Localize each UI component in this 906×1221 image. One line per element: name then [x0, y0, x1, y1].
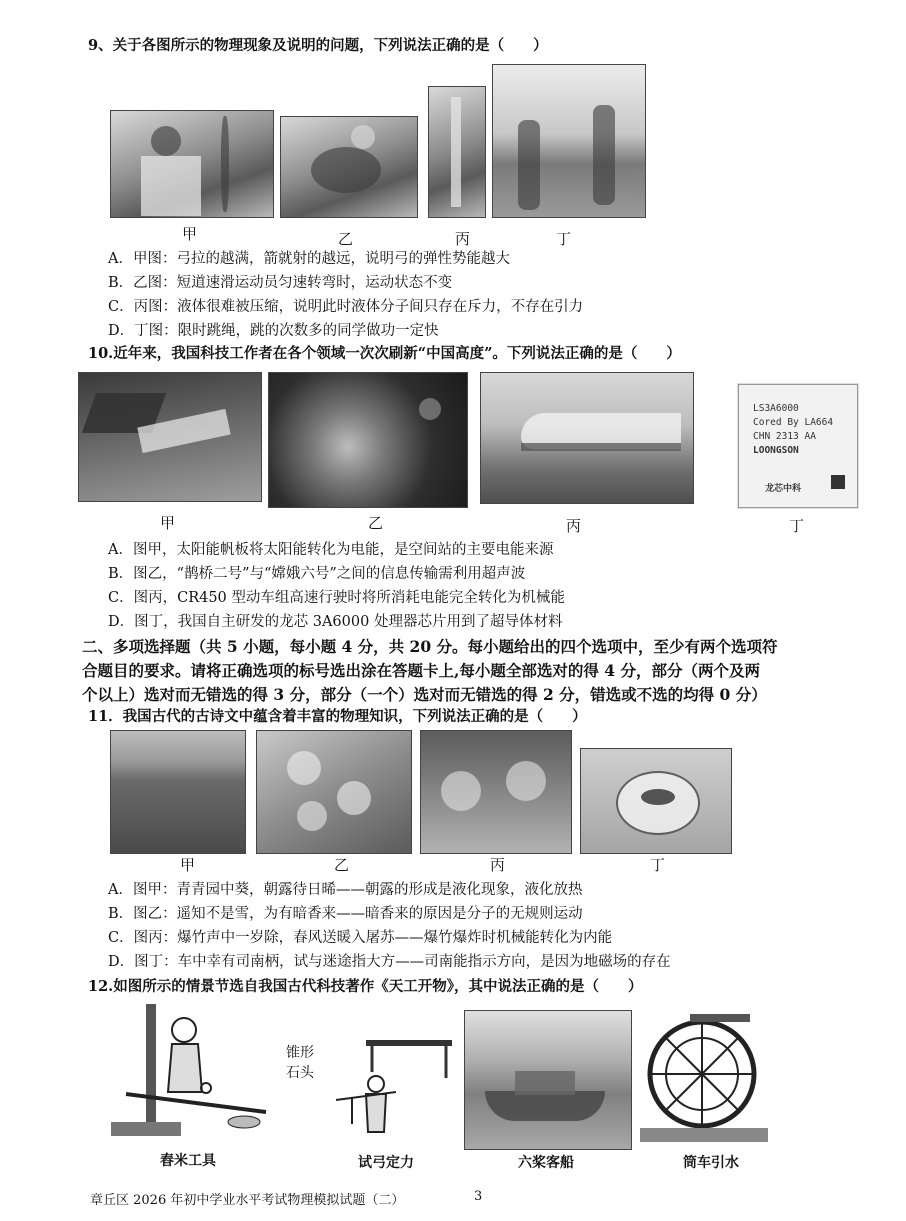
plum-blossom-photo	[256, 730, 412, 854]
chip-line-lot: CHN 2313 AA	[753, 431, 816, 442]
speed-skater-photo	[280, 116, 418, 218]
six-oar-boat-drawing	[464, 1010, 632, 1150]
q9-option-d: D．丁图：限时跳绳，跳的次数多的同学做功一定快	[108, 323, 439, 339]
water-wheel-drawing	[640, 1010, 770, 1148]
bullet-train-photo	[480, 372, 694, 504]
section2-line-3: 个以上）选对而无错选的得 3 分，部分（一个）选对而无错选的得 2 分，错选或不选的均得 0 分）	[82, 685, 767, 704]
chip-line-cn-brand: 龙芯中科	[765, 484, 802, 494]
q9-option-b: B．乙图：短道速滑运动员匀速转弯时，运动状态不变	[108, 275, 453, 291]
sinan-compass-photo	[580, 748, 732, 854]
chip-line-model: LS3A6000	[753, 403, 799, 414]
firecracker-kids-photo	[420, 730, 572, 854]
q12-stem: 12.如图所示的情景节选自我国古代科技著作《天工开物》，其中说法正确的是（ ）	[88, 978, 643, 995]
q9-caption-ding: 丁	[556, 230, 572, 248]
loongson-chip-photo	[738, 384, 858, 508]
archer-photo	[110, 110, 274, 218]
q9-stem: 9、关于各图所示的物理现象及说明的问题，下列说法正确的是（ ）	[88, 37, 548, 54]
chip-line-core: Cored By LA664	[753, 417, 834, 428]
stone-label-line2: 石头	[286, 1065, 314, 1081]
bow-testing-drawing	[326, 1032, 456, 1144]
chip-line-brand: LOONGSON	[753, 445, 799, 456]
q11-caption-bing: 丙	[490, 856, 506, 874]
moon-relay-photo	[268, 372, 468, 508]
q10-option-a: A．图甲，太阳能帆板将太阳能转化为电能，是空间站的主要电能来源	[108, 542, 554, 558]
q11-option-b: B．图乙：遥知不是雪，为有暗香来——暗香来的原因是分子的无规则运动	[108, 906, 583, 922]
q11-stem: 11．我国古代的古诗文中蕴含着丰富的物理知识，下列说法正确的是（ ）	[88, 708, 587, 725]
footer-exam-title: 章丘区 2026 年初中学业水平考试物理模拟试题（二）	[90, 1193, 405, 1208]
q10-caption-ding: 丁	[789, 517, 805, 535]
footer-page-number: 3	[474, 1189, 483, 1204]
q10-stem: 10.近年来，我国科技工作者在各个领域一次次刷新“中国高度”。下列说法正确的是（ ）	[88, 345, 681, 362]
q9-option-c: C．丙图：液体很难被压缩，说明此时液体分子间只存在斥力，不存在引力	[108, 299, 584, 315]
q11-caption-ding: 丁	[650, 856, 666, 874]
q10-option-d: D．图丁，我国自主研发的龙芯 3A6000 处理器芯片用到了超导体材料	[108, 614, 563, 630]
q12-caption-boat: 六桨客船	[518, 1155, 574, 1171]
q11-caption-jia: 甲	[180, 856, 196, 874]
q12-caption-bow-test: 试弓定力	[358, 1155, 414, 1171]
q10-option-b: B．图乙，“鹊桥二号”与“嫦娥六号”之间的信息传输需利用超声波	[108, 566, 526, 582]
section2-line-1: 二、多项选择题（共 5 小题，每小题 4 分，共 20 分。每小题给出的四个选项中，至少有两个选项符	[82, 637, 778, 656]
section2-line-2: 合题目的要求。请将正确选项的标号选出涂在答题卡上,每小题全部选对的得 4 分，部分（两个及两	[82, 661, 760, 680]
q10-caption-bing: 丙	[566, 517, 582, 535]
dew-grass-photo	[110, 730, 246, 854]
q10-option-c: C．图丙，CR450 型动车组高速行驶时将所消耗电能完全转化为机械能	[108, 590, 565, 606]
q9-caption-yi: 乙	[338, 230, 354, 248]
q12-caption-water-wheel: 筒车引水	[683, 1155, 739, 1171]
q11-option-a: A．图甲：青青园中葵，朝露待日晞——朝露的形成是液化现象，液化放热	[108, 882, 583, 898]
syringe-photo	[428, 86, 486, 218]
q11-caption-yi: 乙	[334, 856, 350, 874]
q10-caption-yi: 乙	[368, 514, 384, 532]
q10-caption-jia: 甲	[160, 514, 176, 532]
q11-option-c: C．图丙：爆竹声中一岁除，春风送暖入屠苏——爆竹爆炸时机械能转化为内能	[108, 930, 613, 946]
q11-option-d: D．图丁：车中幸有司南柄，试与迷途指大方——司南能指示方向，是因为地磁场的存在	[108, 954, 671, 970]
q9-caption-jia: 甲	[182, 225, 198, 243]
stone-label-line1: 锥形	[286, 1045, 314, 1061]
q9-caption-bing: 丙	[455, 230, 471, 248]
space-station-photo	[78, 372, 262, 502]
q9-option-a: A．甲图：弓拉的越满，箭就射的越远，说明弓的弹性势能越大	[108, 251, 510, 267]
rice-pounding-drawing	[106, 1002, 276, 1147]
q12-caption-rice-pounder: 舂米工具	[160, 1153, 216, 1169]
jump-rope-photo	[492, 64, 646, 218]
